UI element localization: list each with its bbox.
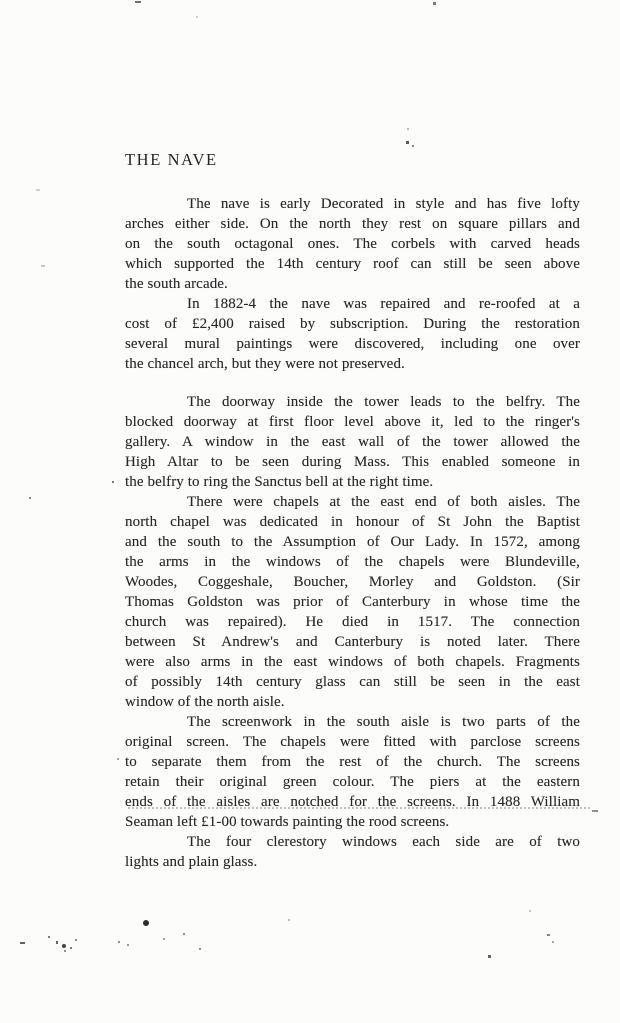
text-line: north chapel was dedicated in honour of St John the Baptist	[125, 514, 580, 530]
text-line: between St Andrew's and Canterbury is noted later. There	[125, 634, 580, 650]
scan-speck	[29, 497, 31, 499]
scan-speck	[127, 944, 129, 946]
text-line: several mural paintings were discovered, including one over	[125, 336, 580, 352]
scan-speck	[196, 16, 198, 18]
scan-speck	[163, 938, 165, 940]
scan-speck	[135, 1, 141, 3]
scan-speck	[70, 947, 72, 949]
text-line: In 1882-4 the nave was repaired and re-roofed at a	[187, 296, 580, 312]
scan-speck	[36, 189, 40, 191]
text-line: the south arcade.	[125, 276, 228, 292]
text-line: original screen. The chapels were fitted with parclose screens	[125, 734, 580, 750]
text-line: The four clerestory windows each side are of two	[187, 834, 580, 850]
scan-speck	[75, 939, 77, 941]
scan-speck	[41, 265, 45, 267]
scan-speck	[20, 942, 25, 944]
text-line: ends of the aisles are notched for the screens. In 1488 William	[125, 794, 580, 810]
paragraph	[125, 294, 580, 374]
scan-speck	[118, 941, 120, 943]
scan-speck	[183, 933, 185, 935]
paragraph	[125, 194, 580, 294]
text-line: window of the north aisle.	[125, 694, 285, 710]
paragraph	[125, 712, 580, 832]
text-line: Woodes, Coggeshale, Boucher, Morley and Goldston. (Sir	[125, 574, 580, 590]
scan-speck	[406, 141, 409, 144]
paragraph	[125, 492, 580, 712]
scan-speck	[488, 955, 491, 958]
page-title: THE NAVE	[125, 150, 218, 169]
text-line: The doorway inside the tower leads to the belfry. The	[187, 394, 580, 410]
text-line: Thomas Goldston was prior of Canterbury in whose time the	[125, 594, 580, 610]
scan-speck	[288, 919, 290, 921]
scan-speck	[117, 758, 119, 760]
scan-speck	[56, 941, 58, 944]
text-line: the chancel arch, but they were not preserved.	[125, 356, 405, 372]
text-line: blocked doorway at first floor level above it, led to the ringer's	[125, 414, 580, 430]
scan-speck	[112, 481, 114, 483]
text-line: to separate them from the rest of the church. The screens	[125, 754, 580, 770]
scan-speck	[592, 810, 598, 812]
text-line: of possibly 14th century glass can still be seen in the east	[125, 674, 580, 690]
scan-speck	[199, 948, 201, 950]
text-line: arches either side. On the north they rest on square pillars and	[125, 216, 580, 232]
text-line: High Altar to be seen during Mass. This enabled someone in	[125, 454, 580, 470]
text-line: were also arms in the east windows of both chapels. Fragments	[125, 654, 580, 670]
scan-speck	[433, 2, 436, 5]
scan-speck	[547, 934, 550, 936]
paragraph	[125, 832, 580, 872]
text-line: the arms in the windows of the chapels were Blundeville,	[125, 554, 580, 570]
paragraph	[125, 392, 580, 492]
scan-speck	[64, 950, 66, 952]
scan-speck	[529, 910, 531, 912]
text-line: Seaman left £1-00 towards painting the rood screens.	[125, 814, 450, 830]
text-line: on the south octagonal ones. The corbels with carved heads	[125, 236, 580, 252]
text-line: which supported the 14th century roof can still be seen above	[125, 256, 580, 272]
text-line: gallery. A window in the east wall of the tower allowed the	[125, 434, 580, 450]
text-line: There were chapels at the east end of both aisles. The	[187, 494, 580, 510]
text-line: cost of £2,400 raised by subscription. During the restoration	[125, 316, 580, 332]
scan-speck	[48, 936, 50, 938]
scan-speck	[412, 145, 414, 147]
text-block	[125, 194, 580, 872]
scan-speck	[143, 920, 149, 926]
text-line: the belfry to ring the Sanctus bell at the right time.	[125, 474, 434, 490]
scan-speck	[407, 128, 409, 130]
text-line: and the south to the Assumption of Our Lady. In 1572, among	[125, 534, 580, 550]
scan-speck	[62, 944, 66, 948]
text-line: church was repaired). He died in 1517. The connection	[125, 614, 580, 630]
text-line: The nave is early Decorated in style and has five lofty	[187, 196, 580, 212]
text-line: lights and plain glass.	[125, 854, 258, 870]
text-line: retain their original green colour. The piers at the eastern	[125, 774, 580, 790]
text-line: The screenwork in the south aisle is two parts of the	[187, 714, 580, 730]
scan-speck	[552, 941, 554, 943]
